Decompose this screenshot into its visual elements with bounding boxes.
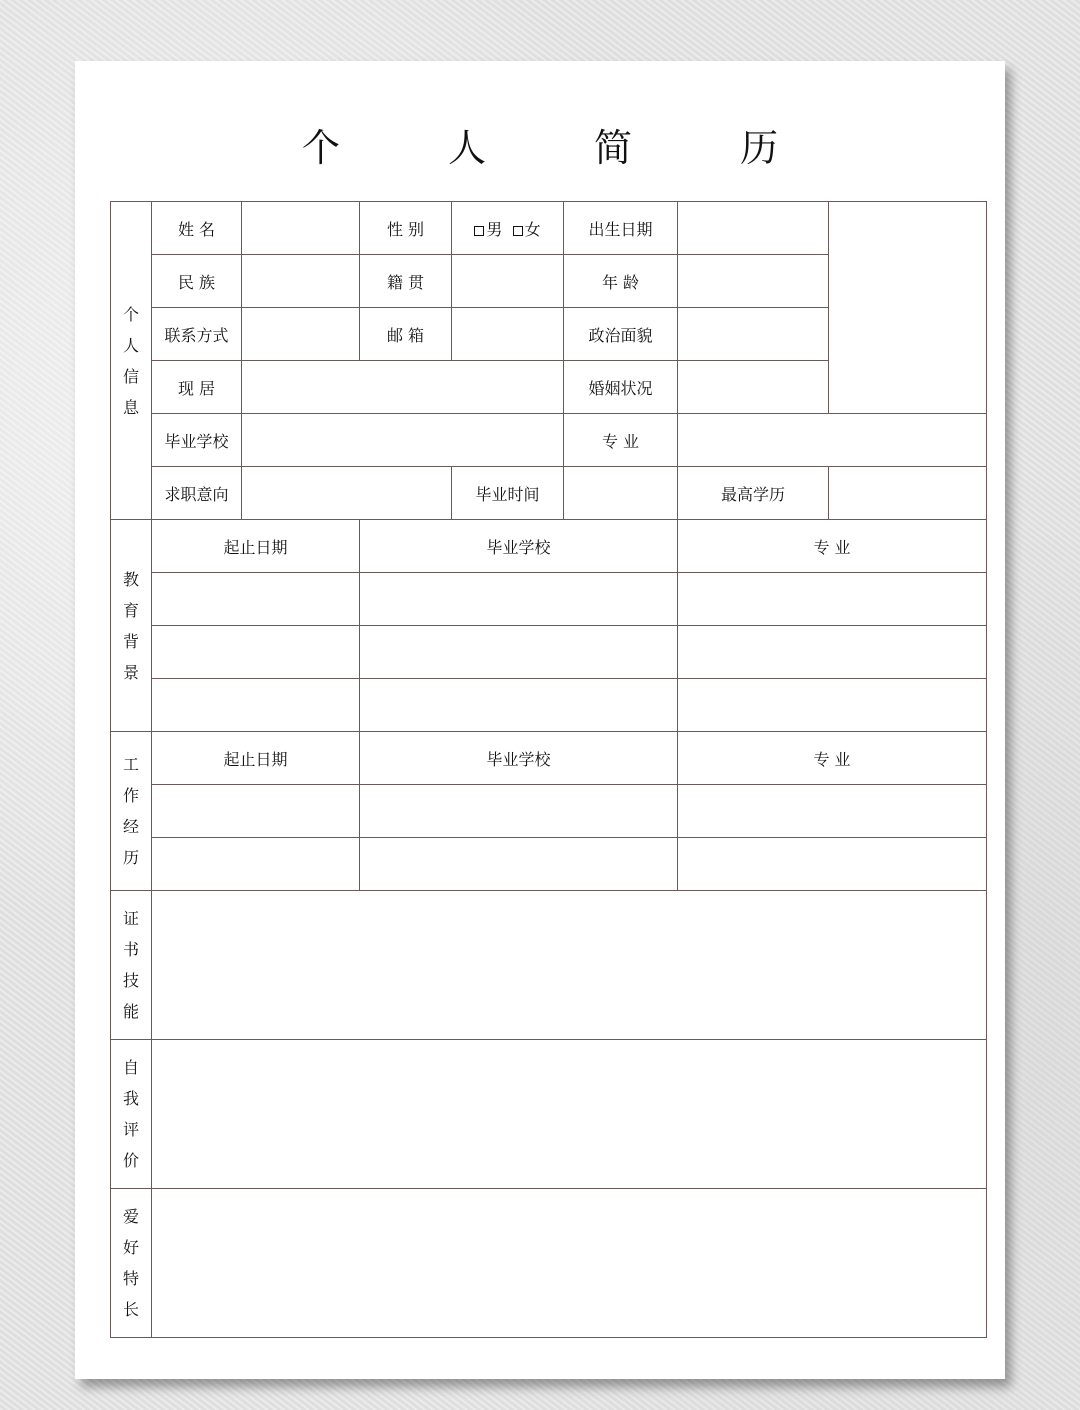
email-label: 邮 箱 xyxy=(360,308,452,361)
age-label: 年 龄 xyxy=(564,255,678,308)
edu-major-cell[interactable] xyxy=(678,626,987,679)
gender-male-label: 男 xyxy=(486,219,503,239)
gender-female-label: 女 xyxy=(524,219,541,239)
birth-field[interactable] xyxy=(678,202,829,255)
name-label: 姓 名 xyxy=(152,202,242,255)
edu-school-cell[interactable] xyxy=(360,626,678,679)
edu-school-cell[interactable] xyxy=(360,679,678,732)
work-date-cell[interactable] xyxy=(152,785,360,838)
school-label: 毕业学校 xyxy=(152,414,242,467)
gender-label: 性 别 xyxy=(360,202,452,255)
edu-col-date: 起止日期 xyxy=(152,520,360,573)
major-label: 专 业 xyxy=(564,414,678,467)
contact-label: 联系方式 xyxy=(152,308,242,361)
edu-date-cell[interactable] xyxy=(152,573,360,626)
edu-col-major: 专 业 xyxy=(678,520,987,573)
edu-major-cell[interactable] xyxy=(678,679,987,732)
work-major-cell[interactable] xyxy=(678,785,987,838)
certificates-field[interactable] xyxy=(152,891,987,1040)
gender-options xyxy=(452,202,564,255)
resume-table xyxy=(110,201,987,1338)
residence-label: 现 居 xyxy=(152,361,242,414)
section-label-self-eval: 自 我 评 价 xyxy=(111,1040,152,1189)
edu-date-cell[interactable] xyxy=(152,626,360,679)
photo-box[interactable] xyxy=(829,202,987,414)
section-label-education: 教 育 背 景 xyxy=(111,520,152,732)
edu-major-cell[interactable] xyxy=(678,573,987,626)
degree-field[interactable] xyxy=(829,467,987,520)
section-label-work: 工 作 经 历 xyxy=(111,732,152,891)
contact-field[interactable] xyxy=(242,308,360,361)
section-label-hobbies: 爱 好 特 长 xyxy=(111,1189,152,1338)
name-field[interactable] xyxy=(242,202,360,255)
job-intent-field[interactable] xyxy=(242,467,452,520)
edu-col-school: 毕业学校 xyxy=(360,520,678,573)
work-major-cell[interactable] xyxy=(678,838,987,891)
residence-field[interactable] xyxy=(242,361,564,414)
work-date-cell[interactable] xyxy=(152,838,360,891)
resume-paper xyxy=(75,61,1005,1379)
checkbox-female-icon[interactable] xyxy=(513,226,523,236)
edu-school-cell[interactable] xyxy=(360,573,678,626)
hobbies-field[interactable] xyxy=(152,1189,987,1338)
ethnicity-label: 民 族 xyxy=(152,255,242,308)
job-intent-label: 求职意向 xyxy=(152,467,242,520)
grad-time-field[interactable] xyxy=(564,467,678,520)
email-field[interactable] xyxy=(452,308,564,361)
degree-label: 最高学历 xyxy=(678,467,829,520)
age-field[interactable] xyxy=(678,255,829,308)
self-eval-field[interactable] xyxy=(152,1040,987,1189)
section-label-certificates: 证 书 技 能 xyxy=(111,891,152,1040)
school-field[interactable] xyxy=(242,414,564,467)
page-title: 个 人 简 历 xyxy=(301,126,827,170)
grad-time-label: 毕业时间 xyxy=(452,467,564,520)
native-label: 籍 贯 xyxy=(360,255,452,308)
marital-field[interactable] xyxy=(678,361,829,414)
political-field[interactable] xyxy=(678,308,829,361)
political-label: 政治面貌 xyxy=(564,308,678,361)
major-field[interactable] xyxy=(678,414,987,467)
birth-label: 出生日期 xyxy=(564,202,678,255)
ethnicity-field[interactable] xyxy=(242,255,360,308)
work-col-date: 起止日期 xyxy=(152,732,360,785)
marital-label: 婚姻状况 xyxy=(564,361,678,414)
section-label-personal: 个 人 信 息 xyxy=(111,202,152,520)
checkbox-male-icon[interactable] xyxy=(474,226,484,236)
native-field[interactable] xyxy=(452,255,564,308)
work-col-school: 毕业学校 xyxy=(360,732,678,785)
edu-date-cell[interactable] xyxy=(152,679,360,732)
work-school-cell[interactable] xyxy=(360,785,678,838)
work-school-cell[interactable] xyxy=(360,838,678,891)
work-col-major: 专 业 xyxy=(678,732,987,785)
